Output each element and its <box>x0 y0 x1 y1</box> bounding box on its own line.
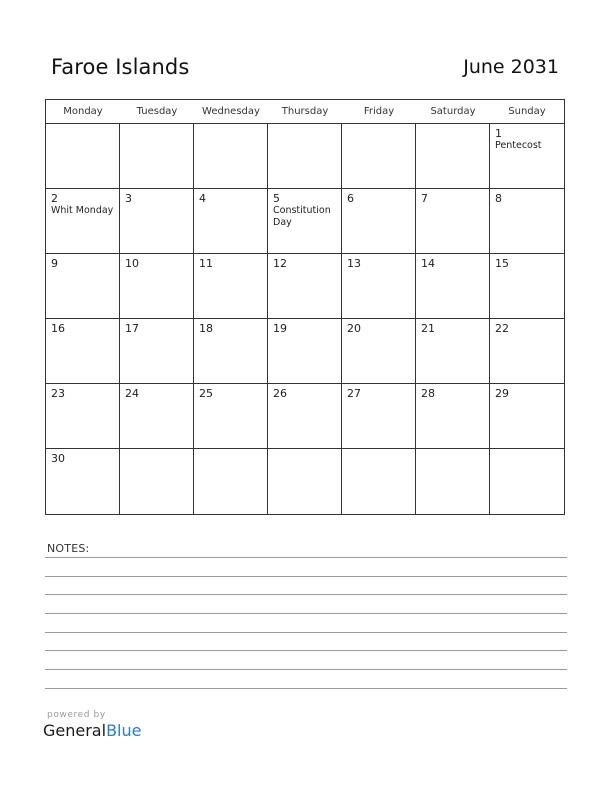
day-cell <box>342 254 416 319</box>
brand-blue: Blue <box>106 721 142 740</box>
weekday-header-wednesday: Wednesday <box>194 100 268 124</box>
weekday-header-tuesday: Tuesday <box>120 100 194 124</box>
day-number: 6 <box>347 192 354 205</box>
day-cell <box>490 449 564 514</box>
day-cell <box>120 254 194 319</box>
day-cell <box>490 189 564 254</box>
weekday-header-thursday: Thursday <box>268 100 342 124</box>
day-cell <box>120 124 194 189</box>
day-number: 24 <box>125 387 139 400</box>
day-number: 29 <box>495 387 509 400</box>
day-cell <box>268 384 342 449</box>
day-cell <box>194 254 268 319</box>
notes-line <box>45 632 567 633</box>
day-cell <box>46 124 120 189</box>
day-cell <box>194 449 268 514</box>
day-number: 19 <box>273 322 287 335</box>
notes-line <box>45 594 567 595</box>
day-number: 28 <box>421 387 435 400</box>
country-title: Faroe Islands <box>51 55 190 79</box>
holiday-label: Pentecost <box>495 140 542 151</box>
weekday-header-saturday: Saturday <box>416 100 490 124</box>
day-number: 9 <box>51 257 58 270</box>
day-cell <box>342 319 416 384</box>
day-cell <box>416 384 490 449</box>
day-number: 30 <box>51 452 65 465</box>
day-cell <box>194 319 268 384</box>
day-cell <box>490 124 564 189</box>
notes-line <box>45 557 567 558</box>
day-number: 10 <box>125 257 139 270</box>
day-cell <box>46 384 120 449</box>
day-number: 11 <box>199 257 213 270</box>
day-cell <box>46 254 120 319</box>
day-number: 12 <box>273 257 287 270</box>
notes-line <box>45 650 567 651</box>
day-cell <box>416 189 490 254</box>
day-cell <box>194 384 268 449</box>
notes-line <box>45 576 567 577</box>
weekday-header-monday: Monday <box>46 100 120 124</box>
day-cell <box>194 189 268 254</box>
day-cell <box>342 449 416 514</box>
day-cell <box>46 189 120 254</box>
day-cell <box>342 384 416 449</box>
day-number: 15 <box>495 257 509 270</box>
day-number: 26 <box>273 387 287 400</box>
day-number: 3 <box>125 192 132 205</box>
day-number: 27 <box>347 387 361 400</box>
weekday-header-friday: Friday <box>342 100 416 124</box>
day-cell <box>490 384 564 449</box>
holiday-label: Constitution Day <box>273 205 331 228</box>
day-number: 23 <box>51 387 65 400</box>
day-number: 25 <box>199 387 213 400</box>
day-number: 1 <box>495 127 502 140</box>
day-number: 4 <box>199 192 206 205</box>
day-cell <box>268 254 342 319</box>
day-cell <box>416 254 490 319</box>
day-cell <box>342 189 416 254</box>
day-cell <box>416 449 490 514</box>
notes-line <box>45 669 567 670</box>
day-number: 21 <box>421 322 435 335</box>
day-cell <box>120 319 194 384</box>
day-number: 13 <box>347 257 361 270</box>
day-cell <box>120 449 194 514</box>
powered-by-text: powered by <box>47 710 106 720</box>
calendar-grid <box>45 99 565 515</box>
day-cell <box>416 319 490 384</box>
day-number: 20 <box>347 322 361 335</box>
day-cell <box>490 254 564 319</box>
day-cell <box>342 124 416 189</box>
day-cell <box>268 449 342 514</box>
day-cell <box>120 384 194 449</box>
holiday-label: Whit Monday <box>51 205 114 216</box>
day-number: 8 <box>495 192 502 205</box>
notes-line <box>45 613 567 614</box>
day-number: 16 <box>51 322 65 335</box>
day-number: 2 <box>51 192 58 205</box>
day-number: 7 <box>421 192 428 205</box>
day-number: 17 <box>125 322 139 335</box>
notes-label: NOTES: <box>47 542 90 555</box>
day-cell <box>416 124 490 189</box>
day-number: 18 <box>199 322 213 335</box>
weekday-header-sunday: Sunday <box>490 100 564 124</box>
day-cell <box>268 124 342 189</box>
day-cell <box>46 319 120 384</box>
day-number: 22 <box>495 322 509 335</box>
day-cell <box>46 449 120 514</box>
day-number: 5 <box>273 192 280 205</box>
notes-line <box>45 688 567 689</box>
day-cell <box>194 124 268 189</box>
day-cell <box>268 319 342 384</box>
day-number: 14 <box>421 257 435 270</box>
day-cell <box>120 189 194 254</box>
day-cell <box>268 189 342 254</box>
brand-logo <box>43 721 141 740</box>
month-year-title: June 2031 <box>463 56 559 78</box>
day-cell <box>490 319 564 384</box>
brand-general: General <box>43 721 107 740</box>
